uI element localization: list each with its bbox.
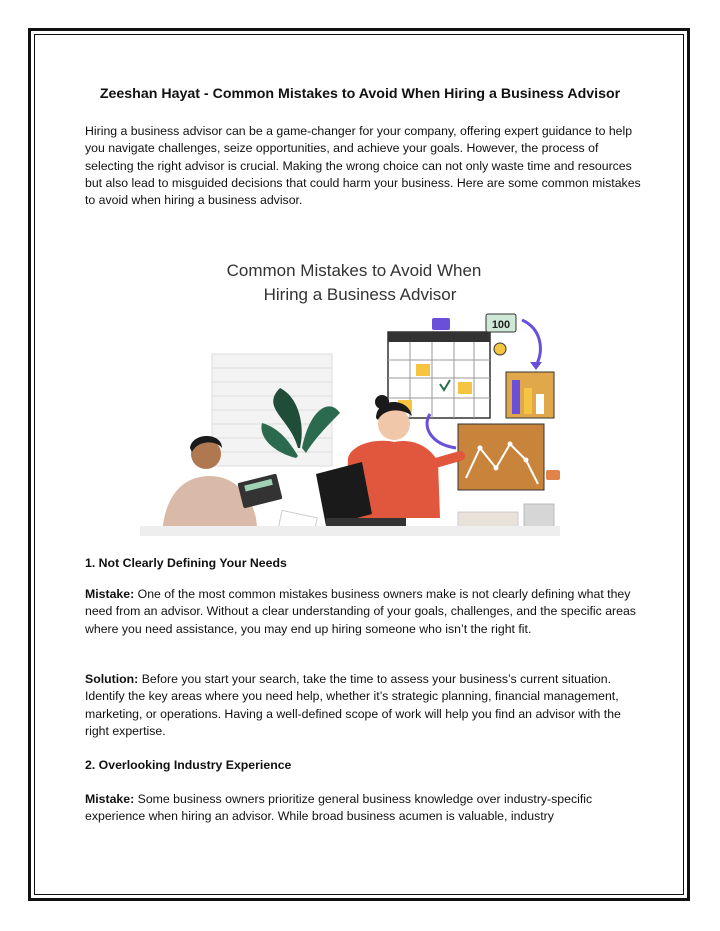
window-blinds [212,354,332,466]
return-arrow-icon [427,414,456,448]
mistake-label: Mistake: [85,587,135,601]
calculator-icon [237,474,282,509]
score-badge [486,314,516,332]
chat-bubble-icon [432,318,450,330]
solution-text: Before you start your search, take the time to assess your business’s current situation. Identify the key areas where you need help, whether it’s strategic planning, financial management, marketing, or operations. Having a well-defined scope of work will help you find an advisor with the right expertise. [85,672,621,738]
chat-bubble-icon [546,470,560,480]
section-2-mistake [85,791,641,826]
illustration-title-line1: Common Mistakes to Avoid When [226,261,482,280]
curved-arrow-icon [522,320,540,366]
coin-icon [494,343,506,355]
illustration-title-line2: Hiring a Business Advisor [263,285,457,304]
section-2-heading: 2. Overlooking Industry Experience [85,758,292,772]
solution-label: Solution: [85,672,139,686]
score-badge-text: 100 [491,319,511,331]
section-1-solution [85,671,641,740]
bar-chart-icon [506,372,554,418]
mistake-text: One of the most common mistakes business owners make is not clearly defining what they need from an advisor. Without a clear understanding of your goals, challenges, and the specific areas where you need assistance, you may end up hiring someone who isn’t the right fit. [85,587,636,636]
line-chart-board-icon [458,424,544,490]
mistake-label: Mistake: [85,792,135,806]
illustration-svg [140,248,560,536]
section-1-heading: 1. Not Clearly Defining Your Needs [85,556,287,570]
desk [140,526,560,536]
mistake-text: Some business owners prioritize general business knowledge over industry-specific experience when hiring an advisor. While broad business acumen is valuable, industry [85,792,593,824]
document-title: Zeeshan Hayat - Common Mistakes to Avoid When Hiring a Business Advisor [99,86,621,102]
article-illustration [140,248,560,536]
intro-paragraph: Hiring a business advisor can be a game-changer for your company, offering expert guidance to help you navigate challenges, seize opportunities, and achieve your goals. However, the process of selecting the right advisor is crucial. Making the wrong choice can not only waste time and resources but also lead to misguided decisions that could harm your business. Here are some common mistakes to avoid when hiring a business advisor. [85,124,641,208]
section-1-mistake [85,586,641,638]
